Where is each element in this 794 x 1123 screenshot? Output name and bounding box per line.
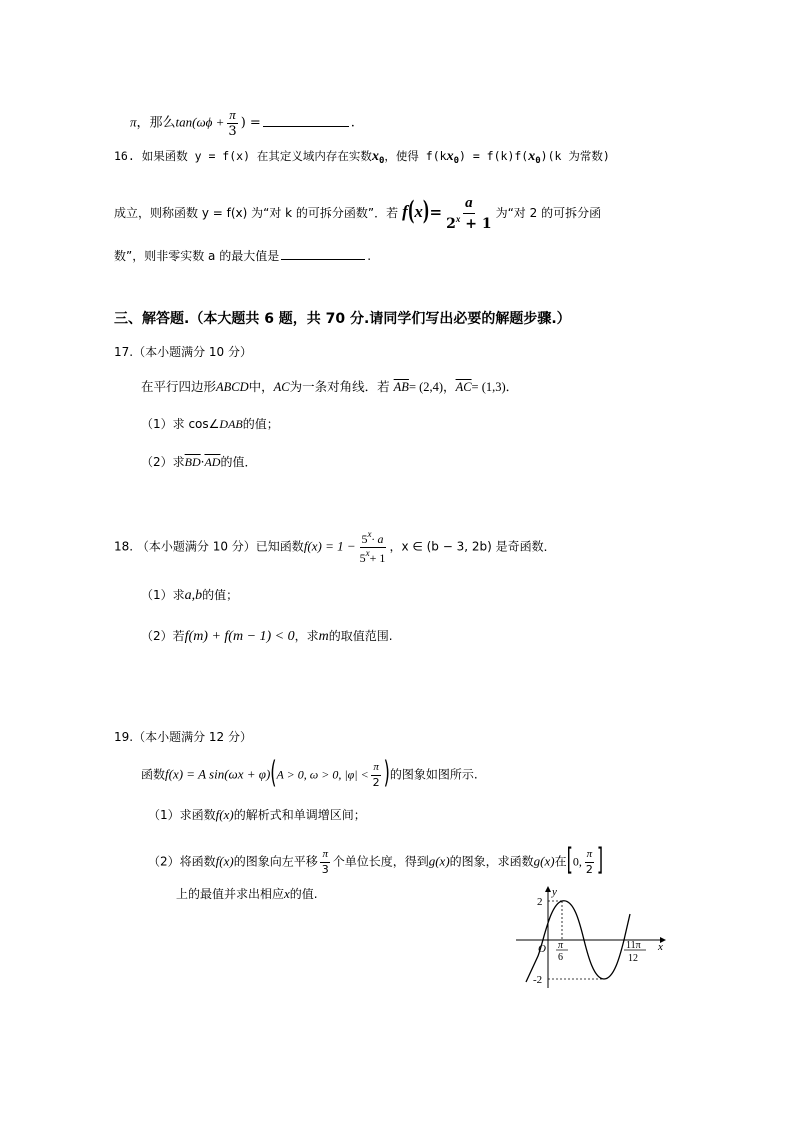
q16-line1: 16. 如果函数 y = f(x) 在其定义域内存在实数$x_0$，使得 $f(kx_0) = f(k)f(x_0)(k$ 为常数) xyxy=(114,149,610,166)
q17-stem: 在平行四边形ABCD中，AC为一条对角线．若 $\overline{AB}= (2,4)$，$\overline{AC}= (1,3)$． xyxy=(141,379,519,394)
q18-fraction: $\frac{5^x\cdot a}{5^x+ 1}$ xyxy=(359,529,386,565)
pi-over-3-shift-fraction: $\frac{\pi}{3}$ xyxy=(321,848,329,876)
y-tick-2: 2 xyxy=(537,896,543,908)
pi-over-2-interval-fraction: $\frac{\pi}{2}$ xyxy=(585,848,593,876)
q19-stem: 函数f(x) = A sin(ωx + φ)(A > 0, ω > 0, |φ| < $\frac{\pi}{2}$ )的图象如图所示. xyxy=(141,753,478,790)
sine-curve xyxy=(526,901,630,982)
q19-part2: （2）将函数f(x)的图象向左平移 $\frac{\pi}{3}$ 个单位长度，得到g(x)的图象，求函数g(x)在[0, $\frac{\pi}{2}$ ] xyxy=(148,840,604,877)
q19-line3: 上的最值并求出相应x的值. xyxy=(176,886,318,901)
y-axis-arrow xyxy=(545,886,551,892)
y-tick-minus-2: -2 xyxy=(533,974,543,986)
x-tick-11pi12-num: 11π xyxy=(626,940,641,951)
section-3-title: 三、解答题.（本大题共 6 题，共 70 分.请同学们写出必要的解题步骤.） xyxy=(114,311,571,327)
q17-part2: （2）求$\overline{BD}\cdot\overline{AD}$的值． xyxy=(141,455,257,469)
q18-part2: （2）若f(m) + f(m − 1) < 0，求m的取值范围. xyxy=(141,629,393,644)
q16-line2: 成立，则称函数 y = f(x) 为“对 k 的可拆分函数”．若 f(x)= $\frac{a}{2^x + 1}$ 为“对 2 的可拆分函 xyxy=(114,195,602,232)
q18-head: 18. （本小题满分 10 分）已知函数f(x) = 1 − $\frac{5^x\cdot a}{5^x+ 1}$ ，x ∈ (b − 3, 2b) 是奇函数． xyxy=(114,529,556,565)
a-over-2x-plus-1-fraction: $\frac{a}{2^x + 1}$ xyxy=(446,195,492,232)
q18-part1: （1）求a,b的值； xyxy=(141,588,239,603)
y-label: y xyxy=(552,886,557,898)
pi-over-3-fraction: $\frac{\pi}{3}$ xyxy=(228,107,237,139)
sine-graph xyxy=(508,884,678,994)
pi-over-2-fraction: $\frac{\pi}{2}$ xyxy=(372,761,380,789)
q17-head: 17.（本小题满分 10 分） xyxy=(114,345,252,359)
x-tick-11pi12-den: 12 xyxy=(628,953,638,964)
q15-tail-line: π，那么tan(ωϕ + $\frac{\pi}{3}$ ) = . xyxy=(130,107,355,139)
x-tick-pi6-num: π xyxy=(558,940,564,951)
answer-blank-15[interactable] xyxy=(263,125,349,127)
q19-part1: （1）求函数f(x)的解析式和单调增区间； xyxy=(148,807,366,822)
origin-label: O xyxy=(538,943,546,955)
answer-blank-16[interactable] xyxy=(281,258,365,260)
q17-part1: （1）求 cos∠DAB的值； xyxy=(141,417,279,431)
q16-line3: 数”，则非零实数 a 的最大值是 . xyxy=(114,249,372,263)
q19-head: 19.（本小题满分 12 分） xyxy=(114,730,252,744)
x-label: x xyxy=(658,941,663,953)
x-tick-pi6-den: 6 xyxy=(558,952,563,963)
